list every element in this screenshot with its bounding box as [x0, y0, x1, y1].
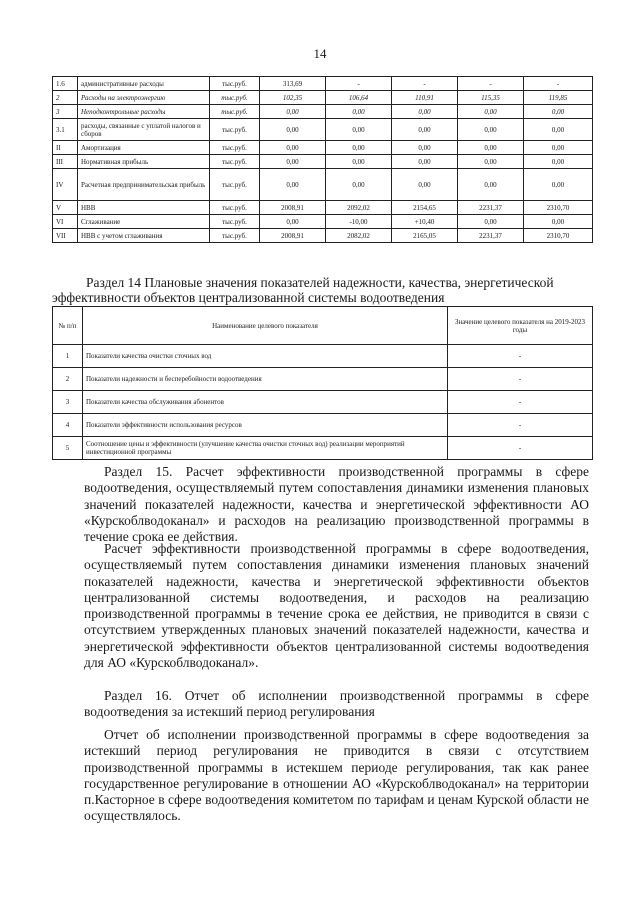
- header-num: № п/п: [53, 307, 83, 345]
- row-num: VII: [53, 229, 78, 243]
- cost-table-body: [53, 77, 593, 243]
- row-value-3: 2154,65: [392, 201, 458, 215]
- row-value-2: 0,00: [326, 105, 392, 119]
- row-value-2: -10,00: [326, 215, 392, 229]
- row-value-1: 2008,91: [260, 229, 326, 243]
- indicator-row: [53, 437, 593, 460]
- row-name: Нормативная прибыль: [78, 155, 210, 169]
- cost-table-row: [53, 77, 593, 91]
- row-value-1: 2008,91: [260, 201, 326, 215]
- indicator-row: [53, 345, 593, 368]
- row-value-5: -: [524, 77, 593, 91]
- indicator-row: [53, 414, 593, 437]
- cost-table-row: [53, 141, 593, 155]
- section-14-heading: [52, 275, 597, 305]
- row-num: 1.6: [53, 77, 78, 91]
- row-value-3: 0,00: [392, 155, 458, 169]
- section-15-body-text: Расчет эффективности производственной программы в сфере водоотведения, осуществляемый путем сопоставления динамики изменения плановых значений показателей надежности, качества и энергетической эффективности объектов централизованной системы водоотведения, и расходов на реализацию производственной программы в течение срока ее действия, не приводится в связи с отсутствием утвержденных плановых значений показателей надежности, качества и энергетической эффективности объектов централизованной системы водоотведения для АО «Курскоблводоканал».: [84, 541, 589, 671]
- row-unit: тыс.руб.: [210, 77, 260, 91]
- row-value-5: 0,00: [524, 105, 593, 119]
- row-unit: тыс.руб.: [210, 215, 260, 229]
- row-value-3: 2165,05: [392, 229, 458, 243]
- row-value-2: 106,64: [326, 91, 392, 105]
- row-value-3: +10,40: [392, 215, 458, 229]
- row-value-1: 313,69: [260, 77, 326, 91]
- row-name: Амортизация: [78, 141, 210, 155]
- row-value-4: 0,00: [458, 141, 524, 155]
- row-name: расходы, связанные с уплатой налогов и сборов: [78, 119, 210, 141]
- row-num: 3: [53, 105, 78, 119]
- indicator-num: 3: [53, 391, 83, 414]
- row-name: административные расходы: [78, 77, 210, 91]
- row-value-4: 0,00: [458, 105, 524, 119]
- row-value-5: 0,00: [524, 169, 593, 201]
- row-value-3: 0,00: [392, 169, 458, 201]
- page-number: 14: [313, 46, 327, 61]
- row-value-1: 0,00: [260, 169, 326, 201]
- row-value-5: 0,00: [524, 141, 593, 155]
- row-value-3: 0,00: [392, 119, 458, 141]
- section-15-heading-text: Раздел 15. Расчет эффективности производственной программы в сфере водоотведения, осуществляемый путем сопоставления динамики изменения плановых значений показателей надежности, качества и энергетической эффективности АО «Курскоблводоканал» и расходов на реализацию производственной программы в течение срока ее действия.: [84, 464, 589, 545]
- indicator-row: [53, 368, 593, 391]
- row-value-1: 0,00: [260, 119, 326, 141]
- indicators-table-body: [53, 307, 593, 460]
- row-value-1: 0,00: [260, 141, 326, 155]
- indicator-value: -: [448, 414, 593, 437]
- row-value-4: 0,00: [458, 169, 524, 201]
- row-num: IV: [53, 169, 78, 201]
- indicator-name: Показатели качества очистки сточных вод: [83, 345, 448, 368]
- indicator-name: Показатели качества обслуживания абонентов: [83, 391, 448, 414]
- section-16-heading-text: Раздел 16. Отчет об исполнении производственной программы в сфере водоотведения за истекший период регулирования: [84, 688, 589, 720]
- row-unit: тыс.руб.: [210, 105, 260, 119]
- row-value-3: 0,00: [392, 141, 458, 155]
- row-unit: тыс.руб.: [210, 141, 260, 155]
- row-value-2: 0,00: [326, 119, 392, 141]
- row-value-5: 0,00: [524, 215, 593, 229]
- row-value-5: 2310,70: [524, 201, 593, 215]
- indicator-num: 5: [53, 437, 83, 460]
- row-value-3: 0,00: [392, 105, 458, 119]
- row-value-5: 0,00: [524, 119, 593, 141]
- row-value-3: 110,91: [392, 91, 458, 105]
- section-16-heading: [84, 688, 589, 721]
- cost-table-row: [53, 215, 593, 229]
- indicator-num: 4: [53, 414, 83, 437]
- cost-table-row: [53, 105, 593, 119]
- row-value-2: 0,00: [326, 141, 392, 155]
- row-value-4: 0,00: [458, 215, 524, 229]
- row-unit: тыс.руб.: [210, 119, 260, 141]
- cost-table-row: [53, 91, 593, 105]
- indicators-table: [52, 306, 593, 460]
- row-value-1: 0,00: [260, 215, 326, 229]
- cost-table-row: [53, 155, 593, 169]
- row-num: III: [53, 155, 78, 169]
- row-name: Сглаживание: [78, 215, 210, 229]
- indicator-value: -: [448, 345, 593, 368]
- row-value-4: -: [458, 77, 524, 91]
- row-value-4: 0,00: [458, 119, 524, 141]
- indicator-value: -: [448, 368, 593, 391]
- row-value-2: 0,00: [326, 169, 392, 201]
- row-num: 2: [53, 91, 78, 105]
- row-value-2: 2092,02: [326, 201, 392, 215]
- indicator-name: Показатели эффективности использования ресурсов: [83, 414, 448, 437]
- cost-table-row: [53, 169, 593, 201]
- row-value-1: 102,35: [260, 91, 326, 105]
- row-value-5: 0,00: [524, 155, 593, 169]
- row-name: Расходы на электроэнергию: [78, 91, 210, 105]
- row-name: НВВ с учетом сглаживания: [78, 229, 210, 243]
- row-unit: тыс.руб.: [210, 155, 260, 169]
- header-name: Наименование целевого показателя: [83, 307, 448, 345]
- row-num: V: [53, 201, 78, 215]
- indicator-name: Соотношение цены и эффективности (улучшение качества очистки сточных вод) реализации мероприятий инвестиционной программы: [83, 437, 448, 460]
- row-value-2: -: [326, 77, 392, 91]
- row-name: Неподконтрольные расходы: [78, 105, 210, 119]
- row-num: II: [53, 141, 78, 155]
- row-unit: тыс.руб.: [210, 91, 260, 105]
- row-value-4: 0,00: [458, 155, 524, 169]
- section-16-body: [84, 727, 589, 825]
- row-name: НВВ: [78, 201, 210, 215]
- section-16-body-text: Отчет об исполнении производственной программы в сфере водоотведения за истекший период регулирования не приводится в связи с отсутствием производственной программы в истекшем периоде регулирования, так как ранее государственное регулирование в отношении АО «Курскоблводоканал» на территории п.Касторное в сфере водоотведения комитетом по тарифам и ценам Курской области не осуществлялось.: [84, 727, 589, 824]
- cost-table-row: [53, 201, 593, 215]
- row-unit: тыс.руб.: [210, 229, 260, 243]
- row-value-4: 2231,37: [458, 229, 524, 243]
- row-value-1: 0,00: [260, 105, 326, 119]
- header-value: Значение целевого показателя на 2019-2023 годы: [448, 307, 593, 345]
- indicator-value: -: [448, 437, 593, 460]
- section-14-heading-line1: Раздел 14 Плановые значения показателей надежности, качества, энергетической: [86, 275, 554, 290]
- cost-table-row: [53, 119, 593, 141]
- cost-table: [52, 76, 593, 243]
- row-num: 3.1: [53, 119, 78, 141]
- row-name: Расчетная предпринимательская прибыль: [78, 169, 210, 201]
- section-14-heading-line2: эффективности объектов централизованной системы водоотведения: [52, 290, 445, 305]
- section-15-heading: [84, 464, 589, 545]
- cost-table-row: [53, 229, 593, 243]
- row-value-5: 119,85: [524, 91, 593, 105]
- section-15-body: [84, 541, 589, 671]
- row-unit: тыс.руб.: [210, 169, 260, 201]
- row-unit: тыс.руб.: [210, 201, 260, 215]
- row-value-1: 0,00: [260, 155, 326, 169]
- indicator-row: [53, 391, 593, 414]
- indicators-table-header: [53, 307, 593, 345]
- indicator-num: 2: [53, 368, 83, 391]
- row-value-5: 2310,70: [524, 229, 593, 243]
- row-value-4: 2231,37: [458, 201, 524, 215]
- row-value-2: 2082,02: [326, 229, 392, 243]
- indicator-num: 1: [53, 345, 83, 368]
- row-value-4: 115,35: [458, 91, 524, 105]
- row-num: VI: [53, 215, 78, 229]
- indicator-value: -: [448, 391, 593, 414]
- row-value-3: -: [392, 77, 458, 91]
- row-value-2: 0,00: [326, 155, 392, 169]
- indicator-name: Показатели надежности и бесперебойности водоотведения: [83, 368, 448, 391]
